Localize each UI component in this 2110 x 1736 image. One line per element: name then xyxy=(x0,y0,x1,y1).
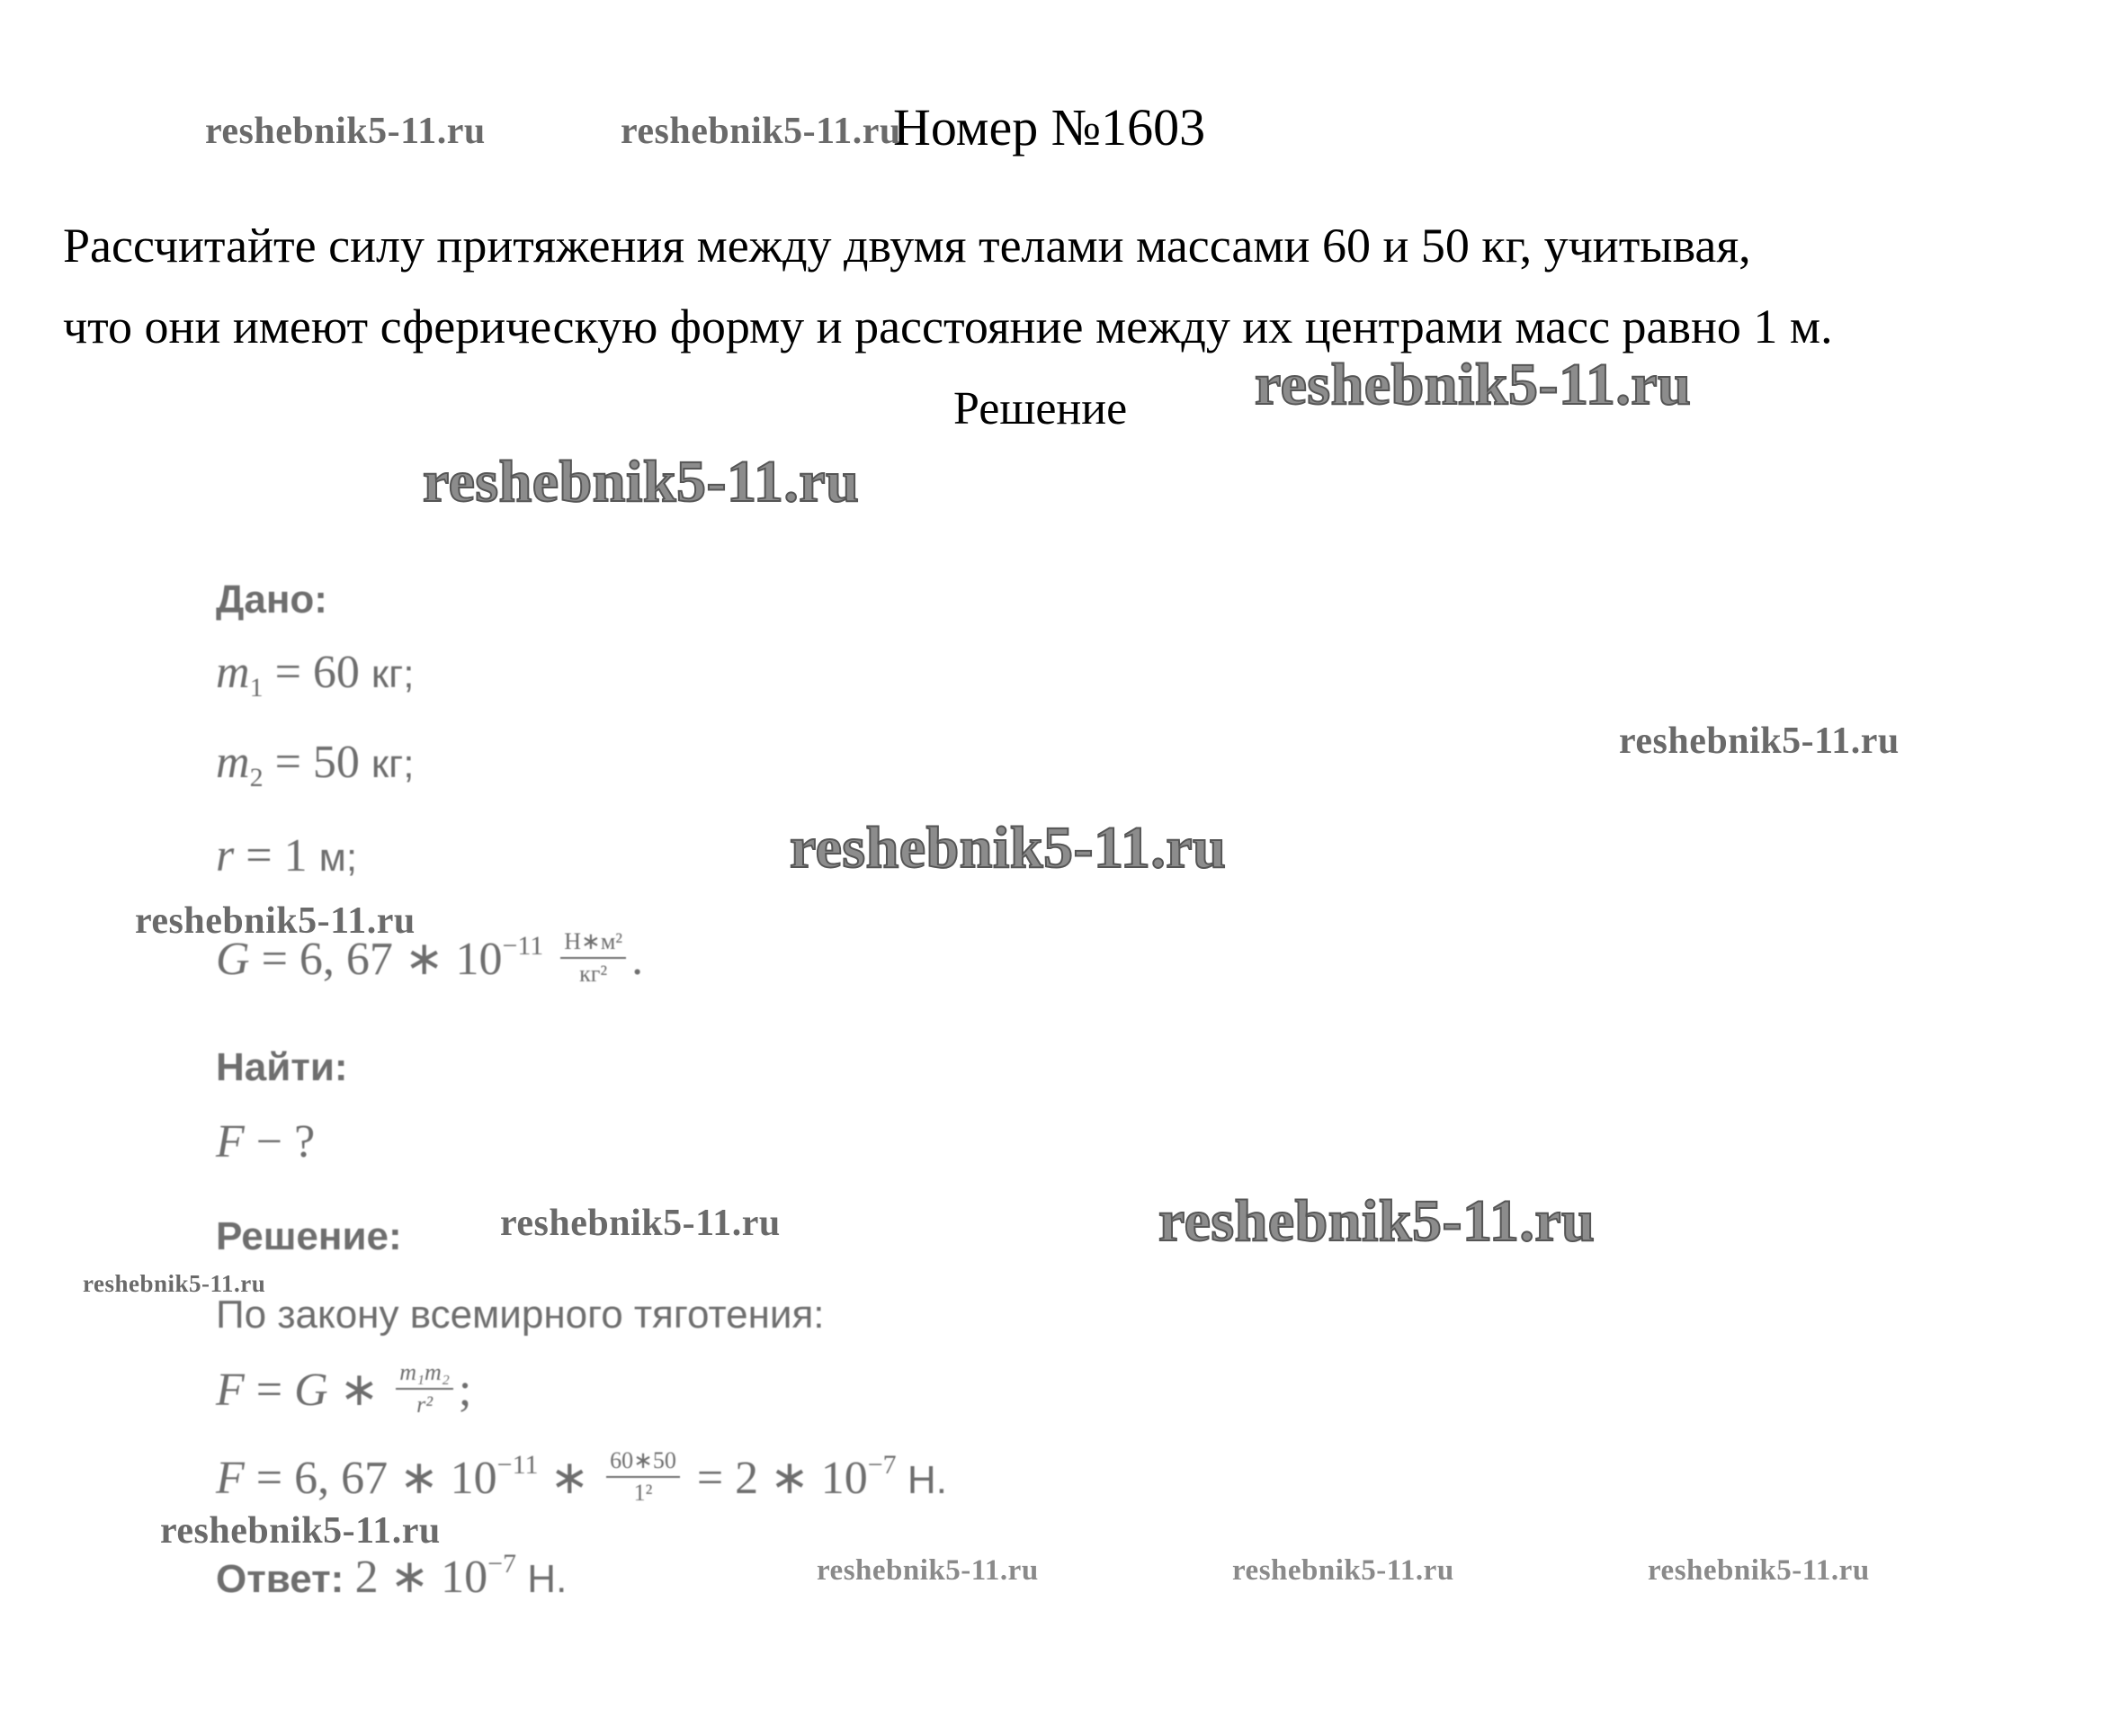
answer-label: Ответ: xyxy=(216,1557,355,1601)
m2-unit: кг; xyxy=(371,742,415,786)
problem-line-1: Рассчитайте силу притяжения между двумя телами массами 60 и 50 кг, учитывая, xyxy=(63,219,1751,273)
watermark: reshebnik5-11.ru xyxy=(135,900,416,942)
find-label: Найти: xyxy=(216,1045,348,1089)
formula-line xyxy=(216,1359,472,1424)
calc-result: = 2 ∗ 10 xyxy=(684,1453,868,1504)
formula-numerator xyxy=(396,1359,453,1390)
find-expression xyxy=(216,1115,315,1168)
r-symbol: r xyxy=(216,830,235,881)
problem-statement xyxy=(63,205,1833,367)
watermark: reshebnik5-11.ru xyxy=(1648,1554,1870,1587)
watermark: reshebnik5-11.ru xyxy=(1255,352,1692,417)
r-unit: м; xyxy=(318,836,358,880)
watermark: reshebnik5-11.ru xyxy=(790,815,1227,881)
m2-value: = 50 xyxy=(263,737,371,788)
formula-numerator-text: m₁m₂ xyxy=(399,1359,450,1386)
G-units-denominator: кг² xyxy=(579,961,608,988)
F-symbol: F xyxy=(216,1116,245,1168)
G-value: = 6, 67 ∗ 10 xyxy=(249,934,503,985)
watermark: reshebnik5-11.ru xyxy=(83,1270,266,1297)
G-units-fraction xyxy=(560,928,626,988)
calculation-line xyxy=(216,1447,947,1512)
given-G xyxy=(216,928,644,993)
calc-F: F xyxy=(216,1453,245,1504)
find-question: − ? xyxy=(244,1116,316,1168)
calc-unit: Н. xyxy=(896,1458,947,1502)
answer-value: 2 ∗ 10 xyxy=(354,1552,488,1603)
solution-label: Решение: xyxy=(216,1214,402,1258)
answer-exponent: −7 xyxy=(487,1549,517,1579)
watermark: reshebnik5-11.ru xyxy=(500,1203,781,1244)
formula-G: G xyxy=(294,1365,328,1416)
watermark: reshebnik5-11.ru xyxy=(1232,1554,1454,1587)
solution-heading: Решение xyxy=(953,383,1128,434)
m1-unit: кг; xyxy=(371,652,415,696)
G-units-numerator: Н∗м² xyxy=(560,928,626,959)
calc-op: ∗ xyxy=(538,1453,602,1504)
answer-line xyxy=(216,1549,567,1604)
calc-numerator: 60∗50 xyxy=(606,1447,680,1478)
G-tail: . xyxy=(631,934,644,985)
calc-eq: = 6, 67 ∗ 10 xyxy=(244,1453,497,1504)
m1-subscript: 1 xyxy=(249,673,264,702)
formula-tail: ; xyxy=(458,1365,472,1416)
formula-fraction xyxy=(396,1359,453,1418)
m2-symbol: m xyxy=(216,737,250,788)
m2-subscript: 2 xyxy=(249,763,264,792)
gravitation-law-text: По закону всемирного тяготения: xyxy=(216,1293,825,1337)
watermark: reshebnik5-11.ru xyxy=(1619,720,1900,762)
watermark: reshebnik5-11.ru xyxy=(621,111,901,152)
G-symbol: G xyxy=(216,934,250,985)
page-title: Номер №1603 xyxy=(893,98,1206,157)
formula-eq: = xyxy=(244,1365,295,1416)
watermark: reshebnik5-11.ru xyxy=(817,1554,1039,1587)
calc-exponent: −11 xyxy=(496,1450,539,1480)
answer-unit: Н. xyxy=(516,1557,568,1601)
problem-line-2: что они имеют сферическую форму и расстояние между их центрами масс равно 1 м. xyxy=(63,300,1833,353)
m1-value: = 60 xyxy=(263,647,371,698)
watermark: reshebnik5-11.ru xyxy=(160,1510,441,1552)
calc-denominator: 1² xyxy=(633,1480,653,1507)
m1-symbol: m xyxy=(216,647,250,698)
formula-denominator xyxy=(396,1390,453,1418)
formula-denominator-text: r² xyxy=(416,1391,434,1418)
watermark: reshebnik5-11.ru xyxy=(423,449,860,515)
watermark: reshebnik5-11.ru xyxy=(205,111,486,152)
r-value: = 1 xyxy=(234,830,319,881)
G-exponent: −11 xyxy=(502,931,544,961)
calc-result-exponent: −7 xyxy=(867,1450,897,1480)
formula-op: ∗ xyxy=(327,1365,391,1416)
given-m1 xyxy=(216,646,414,703)
given-r xyxy=(216,829,357,882)
given-m2 xyxy=(216,736,414,793)
watermark: reshebnik5-11.ru xyxy=(1158,1188,1596,1254)
calc-fraction xyxy=(606,1447,680,1507)
formula-F: F xyxy=(216,1365,245,1416)
given-label: Дано: xyxy=(216,577,327,622)
